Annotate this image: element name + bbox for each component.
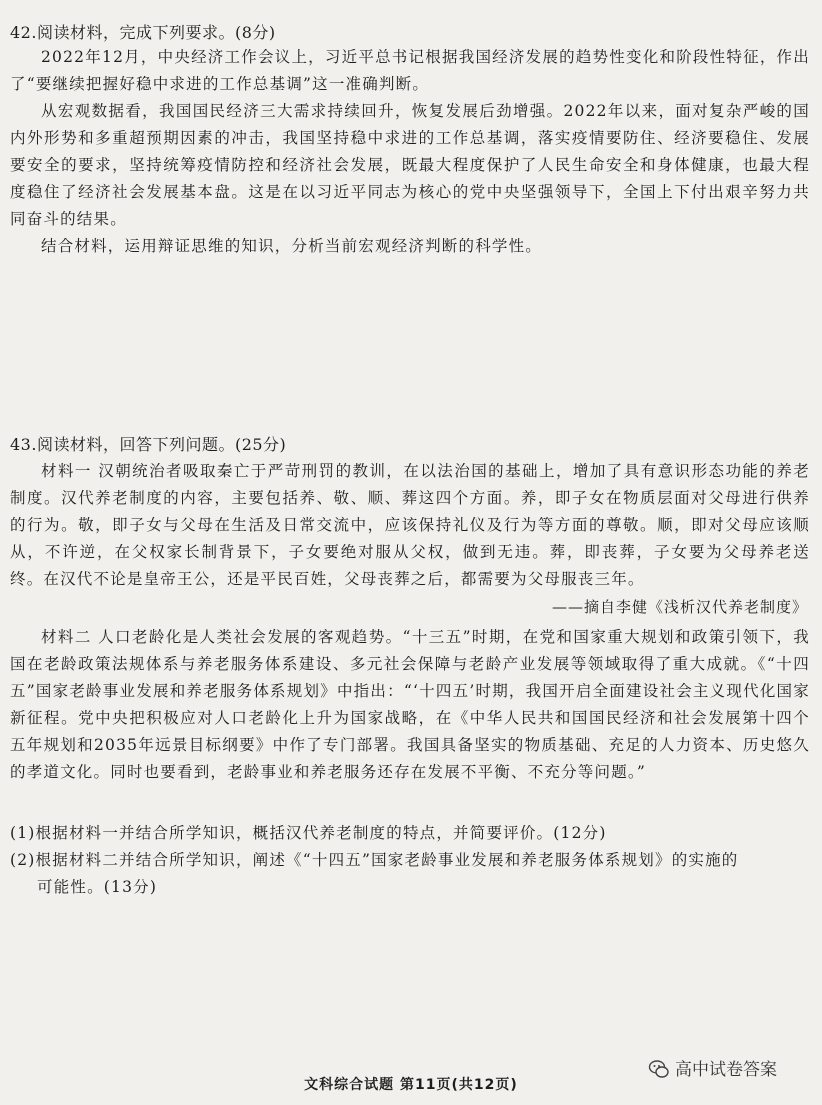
material-1-source: ——摘自李健《浅析汉代养老制度》: [551, 598, 808, 616]
q42-paragraph-1: 2022年12月，中央经济工作会议上，习近平总书记根据我国经济发展的趋势性变化和阶段性特征，作出了“要继续把握好稳中求进的工作总基调”这一准确判断。: [10, 48, 810, 93]
q43-material-2: 材料二 人口老龄化是人类社会发展的客观趋势。“十三五”时期，在党和国家重大规划和政策引领下，我国在老龄政策法规体系与养老服务体系建设、多元社会保障与老龄产业发展等领域取得了重大成就。《“十四五”国家老龄事业发展和养老服务体系规划》中指出：“‘十四五’时期，我国开启全面建设社会主义现代化国家新征程。党中央把积极应对人口老龄化上升为国家战略，在《中华人民共和国国民经济和社会发展第十四个五年规划和2035年远景目标纲要》中作了专门部署。我国具备坚实的物质基础、充足的人力资本、历史悠久的孝道文化。同时也要看到，老龄事业和养老服务还存在发展不平衡、不充分等问题。”: [10, 628, 810, 781]
q43-subquestion-2-line1: (2)根据材料二并结合所学知识，阐述《“十四五”国家老龄事业发展和养老服务体系规划》的实施的: [10, 851, 739, 869]
q42-task: 结合材料，运用辩证思维的知识，分析当前宏观经济判断的科学性。: [41, 237, 543, 255]
q43-subquestion-1: (1)根据材料一并结合所学知识，概括汉代养老制度的特点，并简要评价。(12分): [10, 824, 607, 842]
page-footer: 文科综合试题 第11页(共12页): [304, 1077, 518, 1093]
q43-subquestion-2: [10, 847, 810, 901]
q42-paragraph-2: 从宏观数据看，我国国民经济三大需求持续回升，恢复发展后劲增强。2022年以来，面对复杂严峻的国内外形势和多重超预期因素的冲击，我国坚持稳中求进的工作总基调，落实疫情要防住、经济要稳住、发展要安全的要求，坚持统筹疫情防控和经济社会发展，既最大程度保护了人民生命安全和身体健康，也最大程度稳住了经济社会发展基本盘。这是在以习近平同志为核心的党中央坚强领导下，全国上下付出艰辛努力共同奋斗的结果。: [10, 102, 810, 228]
q43-material-1: 材料一 汉朝统治者吸取秦亡于严苛刑罚的教训，在以法治国的基础上，增加了具有意识形态功能的养老制度。汉代养老制度的内容，主要包括养、敬、顺、葬这四个方面。养，即子女在物质层面对父母进行供养的行为。敬，即子女与父母在生活及日常交流中，应该保持礼仪及行为等方面的尊敬。顺，即对父母应该顺从，不许逆，在父权家长制背景下，子女要绝对服从父权，做到无违。葬，即丧葬，子女要为父母养老送终。在汉代不论是皇帝王公，还是平民百姓，父母丧葬之后，都需要为父母服丧三年。: [10, 462, 810, 588]
q43-subquestion-2-line2: 可能性。(13分): [37, 878, 158, 896]
question-42-heading: 42.阅读材料，完成下列要求。(8分): [10, 23, 276, 42]
question-43-heading: 43.阅读材料，回答下列问题。(25分): [10, 435, 287, 454]
watermark-text: 高中试卷答案: [675, 1060, 777, 1080]
